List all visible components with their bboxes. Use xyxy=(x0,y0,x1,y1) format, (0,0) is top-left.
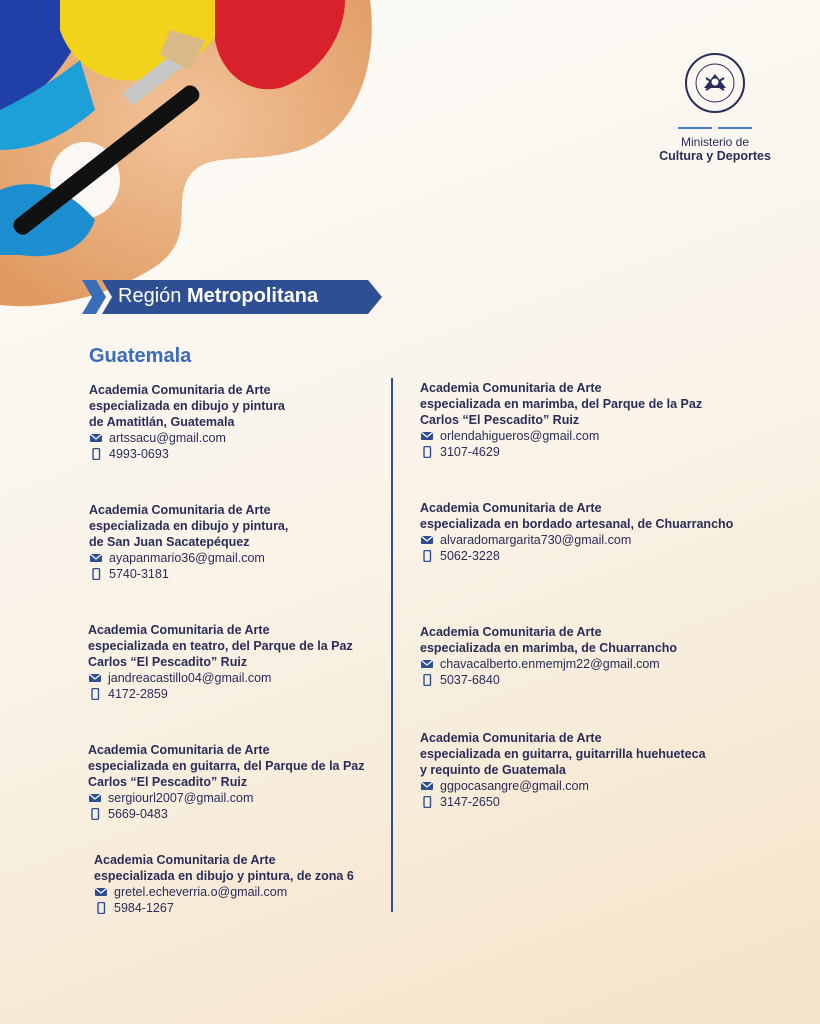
phone-number[interactable]: 5740-3181 xyxy=(109,567,169,581)
banner-region-name: Metropolitana xyxy=(186,285,319,307)
academy-name-line: especializada en guitarra, del Parque de la Paz xyxy=(88,759,365,773)
phone-icon xyxy=(420,674,434,686)
email-row xyxy=(420,532,733,548)
phone-icon xyxy=(420,446,434,458)
email-row xyxy=(88,790,365,806)
academy-name-line: Carlos “El Pescadito” Ruiz xyxy=(420,413,580,427)
email-address[interactable]: jandreacastillo04@gmail.com xyxy=(108,671,272,685)
banner-region-word: Región xyxy=(118,285,182,307)
ministry-logo xyxy=(650,52,780,163)
phone-number[interactable]: 5669-0483 xyxy=(108,807,168,821)
academy-name-line: especializada en marimba, de Chuarrancho xyxy=(420,641,678,655)
phone-row xyxy=(89,566,288,582)
email-address[interactable]: artssacu@gmail.com xyxy=(109,431,226,445)
email-address[interactable]: gretel.echeverria.o@gmail.com xyxy=(114,885,288,899)
academy-entry xyxy=(88,622,353,702)
email-address[interactable]: alvaradomargarita730@gmail.com xyxy=(440,533,632,547)
logo-divider xyxy=(650,127,780,129)
academy-name-line: Academia Comunitaria de Arte xyxy=(88,623,270,637)
phone-icon xyxy=(420,550,434,562)
phone-number[interactable]: 5984-1267 xyxy=(114,901,174,915)
academy-name-line: de San Juan Sacatepéquez xyxy=(89,535,250,549)
academy-entry xyxy=(94,852,354,916)
envelope-icon xyxy=(420,780,434,792)
email-address[interactable]: sergiourl2007@gmail.com xyxy=(108,791,254,805)
email-row xyxy=(88,670,353,686)
envelope-icon xyxy=(89,432,103,444)
academy-name-line: especializada en dibujo y pintura, xyxy=(89,519,289,533)
phone-icon xyxy=(94,902,108,914)
envelope-icon xyxy=(88,672,102,684)
academy-entry xyxy=(88,742,365,822)
email-address[interactable]: ayapanmario36@gmail.com xyxy=(109,551,265,565)
phone-row xyxy=(420,548,733,564)
academy-name-line: Academia Comunitaria de Arte xyxy=(420,731,602,745)
phone-icon xyxy=(89,448,103,460)
email-row xyxy=(94,884,354,900)
phone-icon xyxy=(88,688,102,700)
email-row xyxy=(420,428,702,444)
academy-entry xyxy=(420,730,706,810)
academy-name-line: Academia Comunitaria de Arte xyxy=(420,501,602,515)
envelope-icon xyxy=(420,534,434,546)
academy-name-line: especializada en guitarra, guitarrilla huehueteca xyxy=(420,747,706,761)
academy-entry xyxy=(89,382,285,462)
academy-name-line: de Amatitlán, Guatemala xyxy=(89,415,235,429)
academy-name-line: Carlos “El Pescadito” Ruiz xyxy=(88,775,248,789)
phone-number[interactable]: 3147-2650 xyxy=(440,795,500,809)
logo-ministry-name: Cultura y Deportes xyxy=(659,149,771,163)
email-address[interactable]: ggpocasangre@gmail.com xyxy=(440,779,589,793)
phone-row xyxy=(88,806,365,822)
academy-name-line: Academia Comunitaria de Arte xyxy=(94,853,276,867)
academy-name-line: especializada en dibujo y pintura xyxy=(89,399,285,413)
academy-name-line: especializada en teatro, del Parque de la Paz xyxy=(88,639,353,653)
envelope-icon xyxy=(88,792,102,804)
academy-name-line: Academia Comunitaria de Arte xyxy=(420,381,602,395)
email-row xyxy=(420,778,706,794)
phone-number[interactable]: 5037-6840 xyxy=(440,673,500,687)
academy-name-line: Academia Comunitaria de Arte xyxy=(88,743,270,757)
coat-of-arms-seal-icon xyxy=(684,52,746,114)
academy-name-line: Academia Comunitaria de Arte xyxy=(89,503,271,517)
email-address[interactable]: chavacalberto.enmemjm22@gmail.com xyxy=(440,657,660,671)
city-heading: Guatemala xyxy=(89,345,192,367)
envelope-icon xyxy=(89,552,103,564)
envelope-icon xyxy=(94,886,108,898)
envelope-icon xyxy=(420,658,434,670)
phone-icon xyxy=(89,568,103,580)
logo-ministry-line: Ministerio de xyxy=(680,135,750,149)
phone-number[interactable]: 4172-2859 xyxy=(108,687,168,701)
academy-entry xyxy=(420,624,677,688)
phone-icon xyxy=(420,796,434,808)
academy-name-line: Carlos “El Pescadito” Ruiz xyxy=(88,655,248,669)
phone-number[interactable]: 4993-0693 xyxy=(109,447,169,461)
phone-row xyxy=(89,446,285,462)
academy-name-line: Academia Comunitaria de Arte xyxy=(89,383,271,397)
phone-row xyxy=(420,672,677,688)
academy-name-line: Academia Comunitaria de Arte xyxy=(420,625,602,639)
phone-icon xyxy=(88,808,102,820)
academy-name-line: especializada en bordado artesanal, de Chuarrancho xyxy=(420,517,734,531)
phone-number[interactable]: 3107-4629 xyxy=(440,445,500,459)
academy-entry xyxy=(89,502,288,582)
phone-row xyxy=(94,900,354,916)
column-divider xyxy=(391,378,393,912)
academy-name-line: y requinto de Guatemala xyxy=(420,763,566,777)
email-address[interactable]: orlendahigueros@gmail.com xyxy=(440,429,600,443)
academy-name-line: especializada en marimba, del Parque de la Paz xyxy=(420,397,703,411)
phone-row xyxy=(88,686,353,702)
academy-name-line: especializada en dibujo y pintura, de zona 6 xyxy=(94,869,354,883)
envelope-icon xyxy=(420,430,434,442)
email-row xyxy=(89,550,288,566)
region-banner xyxy=(82,280,382,314)
email-row xyxy=(420,656,677,672)
academy-entry xyxy=(420,500,733,564)
phone-number[interactable]: 5062-3228 xyxy=(440,549,500,563)
phone-row xyxy=(420,794,706,810)
phone-row xyxy=(420,444,702,460)
email-row xyxy=(89,430,285,446)
academy-entry xyxy=(420,380,702,460)
